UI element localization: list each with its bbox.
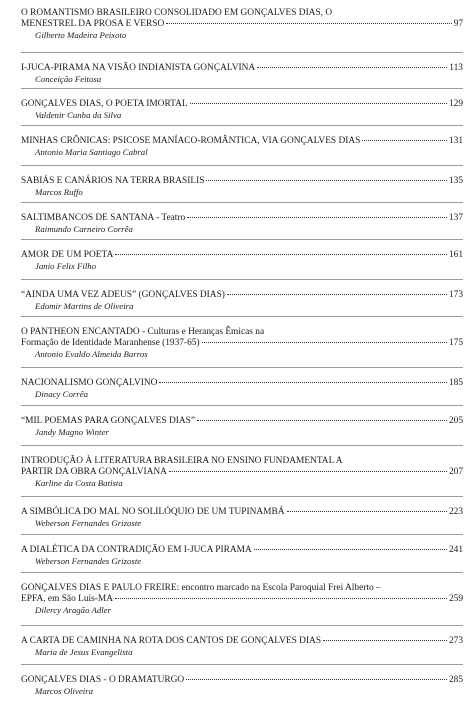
toc-title-line [21, 636, 463, 647]
dot-leader [227, 294, 447, 295]
toc-title-line [21, 176, 463, 187]
toc-title-line [21, 675, 463, 686]
toc-title-line [21, 63, 463, 74]
toc-entry[interactable] [21, 416, 463, 438]
divider [21, 496, 463, 497]
toc-title-line [21, 545, 463, 556]
toc-entry[interactable] [21, 213, 463, 235]
dot-leader [362, 140, 447, 141]
page-number: 129 [448, 99, 463, 109]
toc-entry[interactable] [21, 136, 463, 158]
dot-leader [186, 679, 447, 680]
entry-title: Formação de Identidade Maranhense (1937-65) [21, 338, 200, 348]
entry-author: Weberson Fernandes Grizoste [35, 556, 142, 566]
entry-author: Raimundo Carneiro Corrêa [35, 224, 133, 234]
toc-entry[interactable] [21, 176, 463, 198]
toc-title-line [21, 213, 463, 224]
entry-author: Maria de Jesus Evangelista [35, 647, 133, 657]
entry-title: “MIL POEMAS PARA GONÇALVES DIAS” [21, 416, 195, 426]
divider [21, 52, 463, 53]
toc-entry[interactable] [21, 545, 463, 567]
toc-entry[interactable] [21, 290, 463, 312]
toc-title-line [21, 456, 463, 467]
divider [21, 405, 463, 406]
toc-entry[interactable] [21, 327, 463, 360]
entry-author: Edomir Martins de Oliveira [35, 301, 134, 311]
divider [21, 125, 463, 126]
toc-title-line [21, 99, 463, 110]
toc-entry[interactable] [21, 378, 463, 400]
toc-title-line [21, 19, 463, 30]
entry-title: AMOR DE UM POETA [21, 250, 114, 260]
toc-title-line [21, 583, 463, 594]
entry-author: Jandy Magno Winter [35, 427, 109, 437]
page-number: 205 [448, 416, 463, 426]
entry-title: PARTIR DA OBRA GONÇALVIANA [21, 467, 167, 477]
toc-entry[interactable] [21, 636, 463, 658]
toc-title-line [21, 290, 463, 301]
entry-author: Conceição Feitosa [35, 74, 102, 84]
divider [21, 445, 463, 446]
divider [21, 572, 463, 573]
page-number: 259 [448, 594, 463, 604]
toc-entry[interactable] [21, 456, 463, 489]
page-number: 223 [448, 507, 463, 517]
divider [21, 239, 463, 240]
entry-title: I-JUCA-PIRAMA NA VISÃO INDIANISTA GONÇALVINA [21, 63, 256, 73]
page-number: 135 [448, 176, 463, 186]
toc-title-line [21, 416, 463, 427]
entry-title: SALTIMBANCOS DE SANTANA - Teatro [21, 213, 186, 223]
entry-title: O ROMANTISMO BRASILEIRO CONSOLIDADO EM GONÇALVES DIAS, O [21, 8, 333, 18]
toc-title-line [21, 8, 463, 19]
divider [21, 664, 463, 665]
page-number: 207 [448, 467, 463, 477]
entry-title: MINHAS CRÔNICAS: PSICOSE MANÍACO-ROMÂNTICA, VIA GONÇALVES DIAS [21, 136, 361, 146]
entry-title: “AINDA UMA VEZ ADEUS” (GONÇALVES DIAS) [21, 290, 225, 300]
dot-leader [115, 254, 447, 255]
toc-title-line [21, 250, 463, 261]
toc-entry[interactable] [21, 583, 463, 616]
divider [21, 625, 463, 626]
entry-title: GONÇALVES DIAS, O POETA IMORTAL [21, 99, 188, 109]
entry-title: O PANTHEON ENCANTADO - Culturas e Heranças Êmicas na [21, 327, 265, 337]
dot-leader [190, 103, 447, 104]
page-number: 97 [453, 19, 463, 29]
page-number: 173 [448, 290, 463, 300]
divider [21, 316, 463, 317]
divider [21, 279, 463, 280]
entry-author: Dinacy Corrêa [35, 389, 89, 399]
toc-title-line [21, 327, 463, 338]
divider [21, 88, 463, 89]
toc-entry[interactable] [21, 250, 463, 272]
entry-title: A DIALÉTICA DA CONTRADIÇÃO EM I-JUCA PIRAMA [21, 545, 252, 555]
page-number: 241 [448, 545, 463, 555]
divider [21, 534, 463, 535]
entry-title: SABIÁS E CANÁRIOS NA TERRA BRASILIS [21, 176, 205, 186]
divider [21, 202, 463, 203]
toc-title-line [21, 594, 463, 605]
dot-leader [254, 549, 447, 550]
toc-title-line [21, 467, 463, 478]
entry-title: EPFA, em São Luís-MA [21, 594, 114, 604]
entry-author: Valdenir Cunha da Silva [35, 110, 122, 120]
entry-author: Dilercy Aragão Adler [35, 605, 112, 615]
dot-leader [206, 180, 446, 181]
entry-title: A SIMBÓLICA DO MAL NO SOLILÓQUIO DE UM TUPINAMBÁ [21, 507, 285, 517]
divider [21, 367, 463, 368]
toc-title-line [21, 136, 463, 147]
entry-title: MENESTREL DA PROSA E VERSO [21, 19, 165, 29]
toc-entry[interactable] [21, 675, 463, 697]
page-number: 161 [448, 250, 463, 260]
entry-author: Antonio Maria Santiago Cabral [35, 147, 148, 157]
page-number: 175 [448, 338, 463, 348]
page-number: 137 [448, 213, 463, 223]
page-number: 113 [449, 63, 463, 73]
toc-entry[interactable] [21, 63, 463, 85]
page-number: 131 [448, 136, 463, 146]
entry-author: Weberson Fernandes Grizoste [35, 518, 142, 528]
entry-title: A CARTA DE CAMINHA NA ROTA DOS CANTOS DE GONÇALVES DIAS [21, 636, 322, 646]
entry-title: GONÇALVES DIAS - O DRAMATURGO [21, 675, 185, 685]
dot-leader [323, 640, 447, 641]
entry-title: INTRODUÇÃO À LITERATURA BRASILEIRA NO ENSINO FUNDAMENTAL A [21, 456, 343, 466]
entry-author: Marcos Oliveira [35, 686, 94, 696]
dot-leader [159, 382, 447, 383]
dot-leader [169, 471, 447, 472]
toc-title-line [21, 338, 463, 349]
page-number: 185 [448, 378, 463, 388]
dot-leader [166, 23, 451, 24]
dot-leader [287, 511, 447, 512]
entry-author: Gilberto Madeira Peixoto [35, 30, 127, 40]
entry-author: Antonio Evaldo Almeida Barros [35, 349, 148, 359]
dot-leader [115, 598, 447, 599]
divider [21, 165, 463, 166]
toc-title-line [21, 507, 463, 518]
toc-entry[interactable] [21, 507, 463, 529]
dot-leader [187, 217, 447, 218]
entry-author: Marcos Ruffo [35, 187, 83, 197]
page-number: 285 [448, 675, 463, 685]
entry-author: Janio Felix Filho [35, 261, 97, 271]
toc-entry[interactable] [21, 99, 463, 121]
dot-leader [197, 420, 447, 421]
dot-leader [257, 67, 447, 68]
entry-author: Karline da Costa Batista [35, 478, 123, 488]
page-number: 273 [448, 636, 463, 646]
dot-leader [202, 342, 447, 343]
toc-entry[interactable] [21, 8, 463, 41]
entry-title: NACIONALISMO GONÇALVINO [21, 378, 158, 388]
toc-title-line [21, 378, 463, 389]
entry-title: GONÇALVES DIAS E PAULO FREIRE: encontro marcado na Escola Paroquial Frei Alberto – [21, 583, 381, 593]
